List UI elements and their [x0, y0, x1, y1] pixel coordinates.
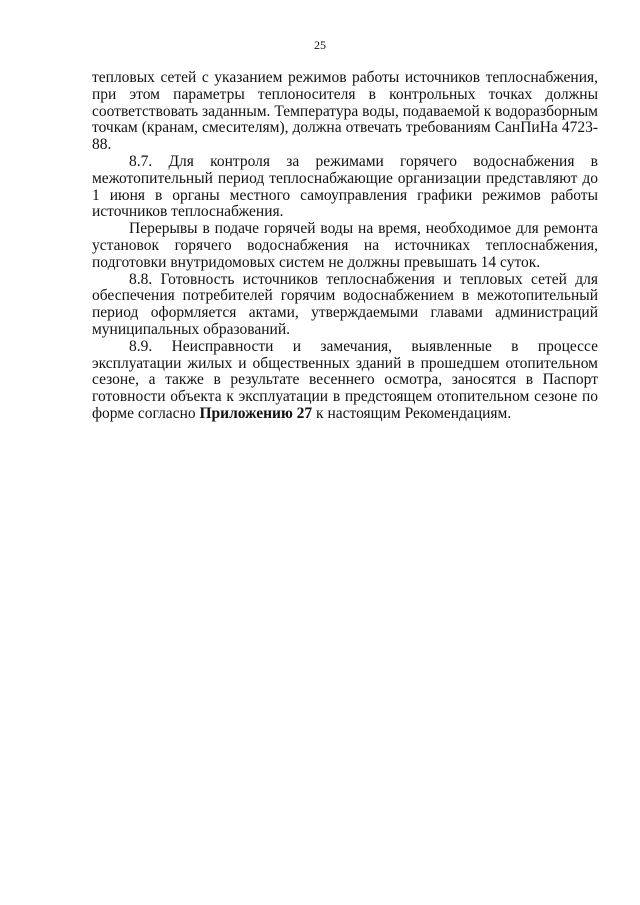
paragraph-continuation: тепловых сетей с указанием режимов работы источников теплоснабжения, при этом параметры теплоносителя в контрольных точках должны соответствовать заданным. Температура воды, подаваемой к водоразборным точкам (кранам, смесителям), должна отвечать требованиям СанПиНа 4723-88. [92, 69, 598, 154]
paragraph-8-9-text: 8.9. Неисправности и замечания, выявленные в процессе эксплуатации жилых и общественных зданий в прошедшем отопительном сезоне, а также в результате весеннего осмотра, заносятся в Паспорт готовности объекта к эксплуатации в предстоящем отопительном сезоне по форме согласно [92, 337, 598, 422]
appendix-reference: Приложению 27 [199, 404, 313, 422]
document-body [92, 70, 598, 423]
paragraph-8-7: 8.7. Для контроля за режимами горячего водоснабжения в межотопительный период теплоснабжающие организации представляют до 1 июня в органы местного самоуправления графики режимов работы источников теплоснабжения. [92, 152, 598, 221]
paragraph-hot-water-interruptions: Перерывы в подаче горячей воды на время, необходимое для ремонта установок горячего водоснабжения на источниках теплоснабжения, подготовки внутридомовых систем не должны превышать 14 суток. [92, 220, 598, 271]
paragraph-8-9-ending: к настоящим Рекомендациям. [312, 404, 512, 422]
page-number: 25 [314, 38, 326, 52]
paragraph-8-8: 8.8. Готовность источников теплоснабжения и тепловых сетей для обеспечения потребителей горячим водоснабжением в межотопительный период оформляется актами, утверждаемыми главами администраций муниципальных образований. [92, 270, 598, 338]
paragraph-8-9 [92, 339, 598, 423]
